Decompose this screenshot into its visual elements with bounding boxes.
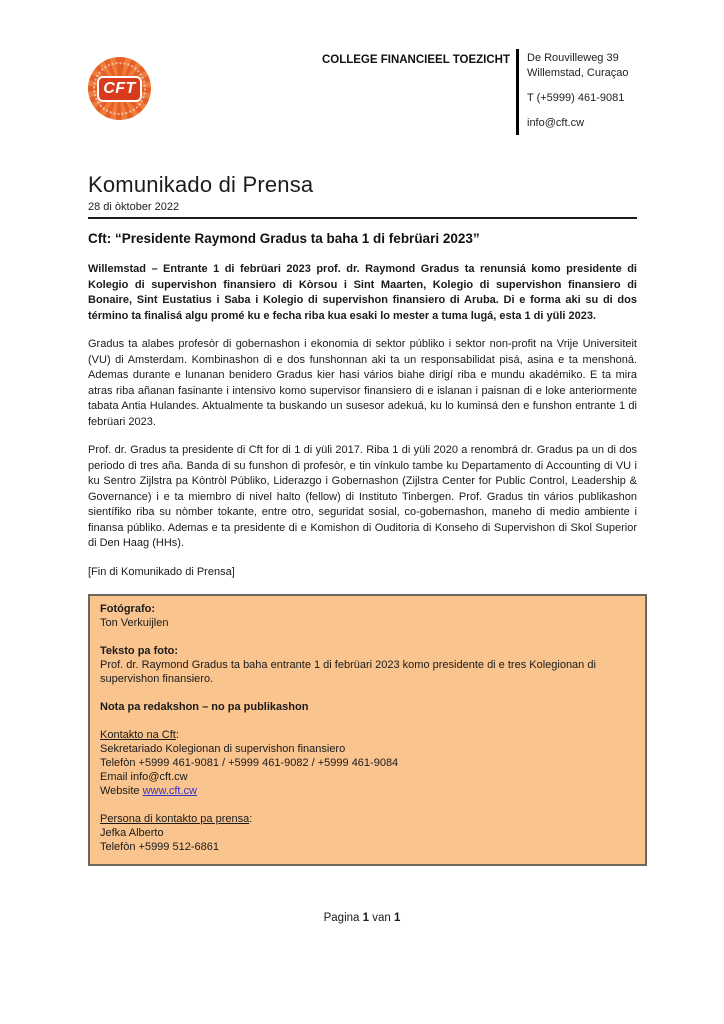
header-divider	[516, 49, 519, 135]
page-number-prefix: Pagina	[323, 912, 363, 924]
cft-logo-icon	[88, 57, 151, 120]
document-body	[88, 172, 637, 866]
contact-label: Kontakto na Cft	[100, 729, 176, 741]
website-line	[100, 784, 635, 798]
article-headline: Cft: “Presidente Raymond Gradus ta baha 1 di febrüari 2023”	[88, 231, 480, 246]
contact-heading	[100, 728, 635, 742]
press-contact-label: Persona di kontakto pa prensa	[100, 813, 250, 825]
contact-email: Email info@cft.cw	[100, 771, 188, 783]
document-date: 28 di òktober 2022	[88, 201, 180, 213]
end-of-release-note: [Fin di Komunikado di Prensa]	[88, 565, 235, 578]
press-contact-phone: Telefòn +5999 512-6861	[100, 841, 219, 853]
editor-note: Nota pa redakshon – no pa publikashon	[100, 701, 309, 713]
address-line-1: De Rouvilleweg 39	[527, 52, 619, 64]
address-block	[527, 51, 628, 131]
address-line-2: Willemstad, Curaçao	[527, 67, 629, 79]
paragraph-3: Prof. dr. Gradus ta presidente di Cft for di 1 di yüli 2017. Riba 1 di yüli 2020 a renombrá dr. Gradus pa un di dos periodo di tres aña. Banda di su funshon di profesòr, e tin vínkulo tambe ku Departamento di Accounting di VU i ku Sentro Zijlstra pa Kòntròl Públiko, Liderazgo i Gobernashon (Zijlstra Center for Public Control, Leadership & Governance) i e ta miembro di nivel halto (fellow) di Instituto Tinbergen. Prof. Gradus tin vários publikashon sientífiko riba su nòmber tokante, entre otro, seguridat sosial, co-gobernashon, maneho di medio ambiente i finansa públiko. Ademas e ta presidente di e Komishon di Ouditoria di Konseho di Supervishon di Skol Superior di Den Haag (HHs).	[88, 444, 637, 549]
press-colon: :	[249, 813, 253, 825]
contact-phone: Telefòn +5999 461-9081 / +5999 461-9082 / +5999 461-9084	[100, 757, 399, 769]
contact-colon: :	[175, 729, 179, 741]
caption-text: Prof. dr. Raymond Gradus ta baha entrante 1 di febrüari 2023 komo presidente di e tres Kolegionan di supervishon finansiero.	[100, 659, 596, 685]
letterhead	[0, 0, 724, 172]
title-rule	[88, 217, 637, 219]
photographer-group	[100, 602, 635, 630]
press-contact-group	[100, 812, 635, 854]
photographer-name: Ton Verkuijlen	[100, 617, 169, 629]
contact-organization: Sekretariado Kolegionan di supervishon finansiero	[100, 743, 346, 755]
photo-caption-group	[100, 644, 635, 686]
page-footer	[0, 912, 724, 924]
cft-contact-group	[100, 728, 635, 798]
editor-info-box	[88, 594, 647, 866]
caption-label: Teksto pa foto:	[100, 645, 179, 657]
press-contact-name: Jefka Alberto	[100, 827, 164, 839]
article-text	[88, 262, 637, 580]
cft-logo-text: CFT	[97, 76, 142, 102]
page-number: 1	[362, 912, 370, 924]
website-link[interactable]: www.cft.cw	[142, 785, 197, 797]
phone-line: T (+5999) 461-9081	[527, 92, 625, 104]
press-heading	[100, 812, 635, 826]
photographer-label: Fotógrafo:	[100, 603, 155, 615]
lead-paragraph: Willemstad – Entrante 1 di febrüari 2023 prof. dr. Raymond Gradus ta renunsiá komo presidente di Kolegio di supervishon finansiero di Kòrsou i Sint Maarten, Kolegio di supervishon finansiero di Bonaire, Sint Eustatius i Saba i Kolegio di supervishon finansiero di Aruba. Di e forma aki su di dos término ta finalisá algu promé ku e fecha riba kua esaki lo mester a tuma lugá, esta 1 di yüli 2023.	[88, 263, 637, 322]
page-number-middle: van	[369, 912, 394, 924]
organization-name: COLLEGE FINANCIEEL TOEZICHT	[321, 54, 510, 66]
page-total: 1	[393, 912, 401, 924]
editor-note-group	[100, 700, 635, 714]
page-title: Komunikado di Prensa	[88, 172, 314, 197]
email-line: info@cft.cw	[527, 117, 585, 129]
paragraph-2: Gradus ta alabes profesòr di gobernashon i ekonomia di sektor públiko i sektor non-profit na Vrije Universiteit (VU) di Amsterdam. Kombinashon di e dos funshonnan aki ta un responsabilidat pisá, asina e ta menshoná. Ademas durante e lunanan benidero Gradus kier hasi vários biahe dirigí riba e mundu akadémiko. E ta mira atras riba añanan fasinante i intensivo komo supervisor finansiero di e islanan i paisnan di e loke anteriormente tabata Antia Hulandes. Aktualmente ta buskando un susesor adekuá, ku lo kuminsá den e funshon entrante 1 di febrüari 2023.	[88, 338, 637, 428]
website-prefix: Website	[100, 785, 143, 797]
